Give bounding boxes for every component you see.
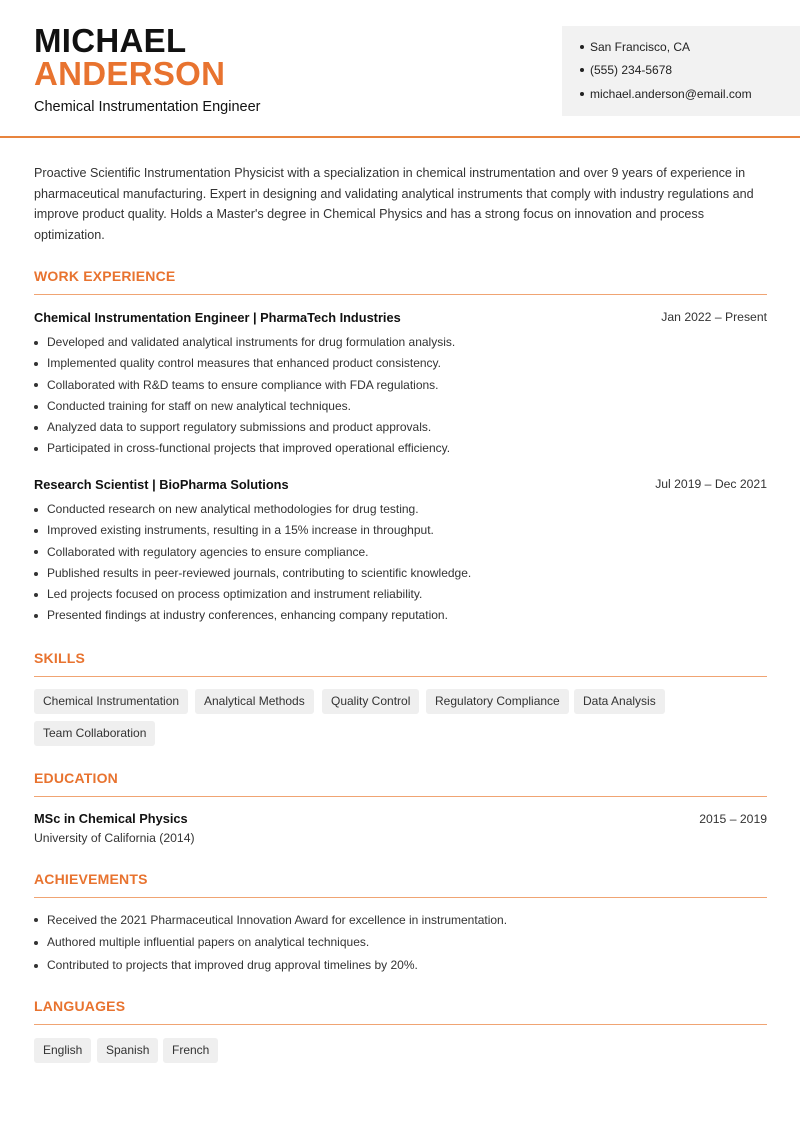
list-item — [34, 932, 774, 955]
bullet-text: Developed and validated analytical instruments for drug formulation analysis. — [47, 335, 456, 349]
education-dates: 2015 – 2019 — [699, 812, 767, 826]
job-dates: Jan 2022 – Present — [661, 310, 767, 324]
bullet-dot — [34, 614, 38, 618]
bullet-text: Improved existing instruments, resulting in a 15% increase in throughput. — [47, 523, 434, 538]
contact-email[interactable] — [580, 87, 752, 101]
section-divider — [34, 897, 767, 898]
bullet-dot — [34, 572, 38, 576]
bullet-dot — [34, 593, 38, 597]
bullet-dot — [580, 92, 584, 96]
job-role: Research Scientist | BioPharma Solutions — [34, 477, 289, 492]
list-item — [34, 542, 774, 563]
list-item — [34, 605, 774, 626]
list-item — [34, 584, 774, 605]
job-bullets — [34, 499, 774, 627]
language-tag: Spanish — [97, 1038, 158, 1063]
skill-tag: Team Collaboration — [34, 721, 155, 746]
skill-tag: Regulatory Compliance — [426, 689, 569, 714]
list-item — [34, 438, 774, 459]
list-item — [34, 332, 774, 353]
bullet-dot — [34, 447, 38, 451]
bullet-text: Published results in peer-reviewed journals, contributing to scientific knowledge. — [47, 565, 472, 580]
language-tag: French — [163, 1038, 218, 1063]
bullet-text: Conducted research on new analytical methodologies for drug testing. — [47, 502, 419, 516]
education-school: University of California (2014) — [34, 831, 195, 845]
bullet-dot — [34, 918, 38, 922]
bullet-text: Conducted training for staff on new analytical techniques. — [47, 398, 351, 413]
list-item — [34, 563, 774, 584]
section-title-skills: SKILLS — [34, 650, 85, 666]
section-title-education: EDUCATION — [34, 770, 118, 786]
education-degree: MSc in Chemical Physics — [34, 811, 188, 826]
bullet-dot — [34, 941, 38, 945]
bullet-dot — [34, 508, 38, 512]
bullet-dot — [580, 68, 584, 72]
contact-box — [562, 26, 800, 116]
section-title-work: WORK EXPERIENCE — [34, 268, 176, 284]
bullet-text: Participated in cross-functional projects that improved operational efficiency. — [47, 441, 451, 456]
bullet-text: Collaborated with R&D teams to ensure compliance with FDA regulations. — [47, 377, 439, 392]
bullet-dot — [34, 405, 38, 409]
list-item — [34, 417, 774, 438]
language-tag: English — [34, 1038, 91, 1063]
section-title-languages: LANGUAGES — [34, 998, 126, 1014]
skill-tag: Data Analysis — [574, 689, 665, 714]
section-title-achievements: ACHIEVEMENTS — [34, 871, 148, 887]
job-dates: Jul 2019 – Dec 2021 — [655, 477, 767, 491]
bullet-dot — [34, 964, 38, 968]
bullet-text: Collaborated with regulatory agencies to ensure compliance. — [47, 544, 369, 559]
skill-tag: Analytical Methods — [195, 689, 314, 714]
list-item — [34, 375, 774, 396]
email-text[interactable]: michael.anderson@email.com — [590, 87, 752, 101]
resume-header — [0, 0, 800, 138]
bullet-text: Received the 2021 Pharmaceutical Innovation Award for excellence in instrumentation. — [47, 912, 508, 927]
section-divider — [34, 676, 767, 677]
list-item — [34, 954, 774, 977]
last-name: ANDERSON — [34, 55, 226, 92]
contact-location — [580, 40, 690, 54]
contact-phone — [580, 63, 672, 77]
phone-text: (555) 234-5678 — [590, 63, 673, 77]
bullet-text: Presented findings at industry conferences, enhancing company reputation. — [47, 608, 448, 623]
list-item — [34, 499, 774, 520]
bullet-dot — [34, 529, 38, 533]
job-title: Chemical Instrumentation Engineer — [34, 99, 261, 115]
section-divider — [34, 294, 767, 295]
bullet-text: Authored multiple influential papers on analytical techniques. — [47, 935, 370, 950]
list-item — [34, 909, 774, 932]
bullet-text: Analyzed data to support regulatory submissions and product approvals. — [47, 420, 432, 435]
bullet-dot — [34, 550, 38, 554]
bullet-text: Led projects focused on process optimization and instrument reliability. — [47, 587, 423, 602]
bullet-dot — [34, 341, 38, 345]
bullet-dot — [34, 362, 38, 366]
bullet-dot — [34, 426, 38, 430]
first-name: MICHAEL — [34, 22, 187, 59]
skill-tag: Quality Control — [322, 689, 419, 714]
bullet-dot — [580, 45, 584, 49]
bullet-text: Implemented quality control measures that enhanced product consistency. — [47, 356, 441, 371]
bullet-dot — [34, 383, 38, 387]
skill-tag: Chemical Instrumentation — [34, 689, 188, 714]
list-item — [34, 353, 774, 374]
job-bullets — [34, 332, 774, 460]
section-divider — [34, 1024, 767, 1025]
section-divider — [34, 796, 767, 797]
job-role: Chemical Instrumentation Engineer | PharmaTech Industries — [34, 310, 401, 325]
summary-paragraph: Proactive Scientific Instrumentation Physicist with a specialization in chemical instrumentation and over 9 years of experience in pharmaceutical manufacturing. Expert in designing and validating analytical instruments that comply with industry regulations and improve product quality. Holds a Master's degree in Chemical Physics and has a strong focus on innovation and process optimization. — [34, 166, 754, 242]
bullet-text: Contributed to projects that improved drug approval timelines by 20%. — [47, 958, 418, 973]
list-item — [34, 520, 774, 541]
achievement-bullets — [34, 909, 774, 977]
location-text: San Francisco, CA — [590, 40, 691, 54]
list-item — [34, 396, 774, 417]
